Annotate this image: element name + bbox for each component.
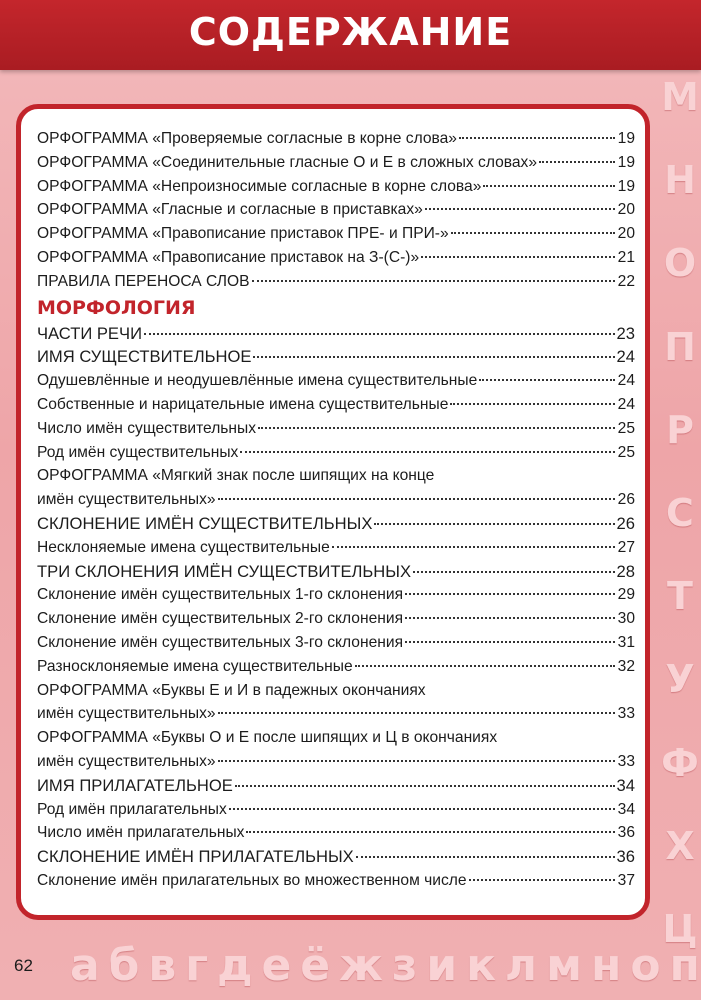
toc-entry[interactable] xyxy=(37,726,635,750)
toc-entry[interactable] xyxy=(37,821,635,845)
toc-entry[interactable] xyxy=(37,655,635,679)
side-letter: Р xyxy=(666,407,694,452)
toc-entry-title: ОРФОГРАММА «Проверяемые согласные в корне слова» xyxy=(37,130,457,147)
toc-entry[interactable] xyxy=(37,583,635,607)
toc-entry-title: ОРФОГРАММА «Соединительные гласные О и Е в сложных словах» xyxy=(37,153,538,171)
side-letter: О xyxy=(663,241,697,286)
toc-list xyxy=(37,127,635,893)
toc-entry-page: 31 xyxy=(617,633,635,651)
toc-entry-title: Склонение имён существительных 3-го склонения xyxy=(37,633,404,651)
toc-entry-page: 24 xyxy=(617,395,635,413)
toc-entry[interactable] xyxy=(37,393,635,417)
dot-leader xyxy=(356,856,615,858)
toc-entry[interactable] xyxy=(37,774,635,798)
toc-entry-title: Число имён существительных xyxy=(37,419,257,437)
toc-entry-page: 20 xyxy=(617,225,635,243)
dot-leader xyxy=(355,665,615,667)
toc-entry[interactable] xyxy=(37,270,635,294)
toc-entry-title: СКЛОНЕНИЕ ИМЁН ПРИЛАГАТЕЛЬНЫХ xyxy=(37,847,354,867)
toc-entry[interactable] xyxy=(37,441,635,465)
dot-leader xyxy=(405,593,615,595)
dot-leader xyxy=(218,712,615,714)
bottom-letter: в xyxy=(148,940,177,991)
dot-leader xyxy=(218,760,615,762)
bottom-letter: ж xyxy=(339,940,383,991)
toc-entry-page: 19 xyxy=(617,130,635,147)
toc-entry-title: Собственные и нарицательные имена существительные xyxy=(37,395,449,413)
dot-leader xyxy=(425,208,615,210)
header-bar xyxy=(0,0,701,70)
toc-entry[interactable] xyxy=(37,417,635,441)
toc-entry-title: ОРФОГРАММА «Гласные и согласные в приставках» xyxy=(37,201,423,219)
toc-entry-title: ОРФОГРАММА «Непроизносимые согласные в корне слова» xyxy=(37,177,482,195)
side-letter: М xyxy=(661,75,699,119)
dot-leader xyxy=(539,161,615,163)
page-number: 62 xyxy=(14,956,33,975)
bottom-alphabet-strip xyxy=(70,938,700,994)
toc-entry-page: 33 xyxy=(617,752,635,770)
toc-entry-page: 32 xyxy=(617,657,635,675)
toc-entry[interactable] xyxy=(37,536,635,560)
toc-entry[interactable] xyxy=(37,345,635,369)
toc-entry-page: 24 xyxy=(616,347,635,367)
dot-leader xyxy=(413,571,614,573)
dot-leader xyxy=(235,785,615,787)
toc-entry-page: 27 xyxy=(617,538,635,556)
toc-entry-page: 34 xyxy=(616,775,635,795)
toc-entry-title: Склонение имён прилагательных во множественном числе xyxy=(37,871,467,889)
bottom-letter: л xyxy=(504,940,538,991)
toc-entry-page: 29 xyxy=(617,586,635,604)
toc-entry[interactable] xyxy=(37,464,635,488)
toc-entry-title: Несклоняемые имена существительные xyxy=(37,538,330,556)
bottom-letter: м xyxy=(546,940,583,991)
toc-entry[interactable] xyxy=(37,798,635,822)
dot-leader xyxy=(450,403,615,405)
toc-entry-page: 25 xyxy=(617,419,635,437)
toc-entry-title: ТРИ СКЛОНЕНИЯ ИМЁН СУЩЕСТВИТЕЛЬНЫХ xyxy=(37,561,412,581)
dot-leader xyxy=(469,879,615,881)
bottom-letter: к xyxy=(466,940,496,991)
toc-entry-page: 22 xyxy=(617,272,635,290)
toc-entry[interactable] xyxy=(37,488,635,512)
table-of-contents-card xyxy=(16,104,650,920)
dot-leader xyxy=(240,451,615,453)
toc-entry-page: 34 xyxy=(617,800,635,818)
toc-entry[interactable] xyxy=(37,560,635,584)
toc-entry-page: 19 xyxy=(617,177,635,195)
toc-entry-title: Число имён прилагательных xyxy=(37,824,245,842)
side-letter: С xyxy=(666,490,694,535)
bottom-letter: о xyxy=(630,940,661,991)
bottom-letter: н xyxy=(591,940,622,991)
toc-entry[interactable] xyxy=(37,151,635,175)
bottom-letter: б xyxy=(108,940,140,991)
toc-entry-page: 25 xyxy=(617,443,635,461)
dot-leader xyxy=(332,546,615,548)
dot-leader xyxy=(421,256,615,258)
bottom-letter: и xyxy=(426,940,458,991)
dot-leader xyxy=(246,831,615,833)
dot-leader xyxy=(252,280,615,282)
dot-leader xyxy=(405,641,615,643)
toc-entry-page: 36 xyxy=(616,847,635,867)
side-letter: Н xyxy=(664,158,696,203)
dot-leader xyxy=(451,232,615,234)
toc-entry[interactable] xyxy=(37,127,635,151)
side-letter: У xyxy=(665,657,695,702)
toc-entry-page: 26 xyxy=(616,513,635,533)
toc-entry[interactable] xyxy=(37,369,635,393)
toc-entry-title: ИМЯ СУЩЕСТВИТЕЛЬНОЕ xyxy=(37,347,252,367)
toc-entry-title: ОРФОГРАММА «Правописание приставок на З-(С-)» xyxy=(37,248,420,266)
toc-entry-title: имён существительных» xyxy=(37,705,216,723)
dot-leader xyxy=(218,498,615,500)
toc-entry-page: 28 xyxy=(616,561,635,581)
toc-entry[interactable] xyxy=(37,222,635,246)
toc-entry-page: 26 xyxy=(617,491,635,509)
toc-entry-title: имён существительных» xyxy=(37,752,216,770)
side-letter: Х xyxy=(665,823,695,868)
dot-leader xyxy=(258,427,615,429)
toc-entry[interactable] xyxy=(37,175,635,199)
toc-entry-page: 23 xyxy=(616,323,635,343)
toc-entry-page: 30 xyxy=(617,610,635,628)
bottom-letter: д xyxy=(217,940,253,991)
dot-leader xyxy=(479,379,615,381)
bottom-letter: з xyxy=(391,940,418,991)
toc-entry-title: ОРФОГРАММА «Буквы Е и И в падежных окончаниях xyxy=(37,681,426,699)
toc-entry[interactable] xyxy=(37,246,635,270)
toc-entry[interactable] xyxy=(37,512,635,536)
toc-entry-page: 33 xyxy=(617,705,635,723)
dot-leader xyxy=(229,808,615,810)
toc-entry-page: 24 xyxy=(617,372,635,390)
page-title: СОДЕРЖАНИЕ xyxy=(188,10,513,54)
toc-entry-title: ЧАСТИ РЕЧИ xyxy=(37,323,142,343)
toc-entry[interactable] xyxy=(37,869,635,893)
toc-entry-title: ОРФОГРАММА «Правописание приставок ПРЕ- и ПРИ-» xyxy=(37,225,449,243)
toc-entry-title: Род имён существительных xyxy=(37,443,239,461)
toc-entry-title: Одушевлённые и неодушевлённые имена существительные xyxy=(37,372,478,390)
side-letter: Ф xyxy=(661,740,699,785)
toc-entry[interactable] xyxy=(37,198,635,222)
side-letter: П xyxy=(664,324,696,369)
toc-entry-title: имён существительных» xyxy=(37,491,216,509)
toc-entry[interactable] xyxy=(37,702,635,726)
bottom-letter: п xyxy=(669,940,700,991)
toc-entry-title: ОРФОГРАММА «Мягкий знак после шипящих на конце xyxy=(37,467,435,485)
toc-entry-title: Склонение имён существительных 2-го склонения xyxy=(37,610,404,628)
toc-entry[interactable] xyxy=(37,631,635,655)
dot-leader xyxy=(374,523,614,525)
toc-entry-page: 20 xyxy=(617,201,635,219)
toc-entry-title: ПРАВИЛА ПЕРЕНОСА СЛОВ xyxy=(37,272,250,290)
toc-entry[interactable] xyxy=(37,750,635,774)
toc-entry-page: 19 xyxy=(617,153,635,171)
bottom-letter: ё xyxy=(300,940,331,991)
toc-entry-title: СКЛОНЕНИЕ ИМЁН СУЩЕСТВИТЕЛЬНЫХ xyxy=(37,513,373,533)
dot-leader xyxy=(405,617,615,619)
toc-entry-page: 37 xyxy=(617,871,635,889)
side-letter: Т xyxy=(667,574,693,619)
toc-entry[interactable] xyxy=(37,607,635,631)
dot-leader xyxy=(144,333,615,335)
bottom-letter: г xyxy=(185,940,209,991)
toc-entry[interactable] xyxy=(37,845,635,869)
toc-entry-title: Склонение имён существительных 1-го склонения xyxy=(37,586,404,604)
bottom-letter: а xyxy=(70,940,100,991)
toc-entry-title: Род имён прилагательных xyxy=(37,800,227,818)
side-alphabet-strip xyxy=(659,75,701,951)
toc-entry-title: ОРФОГРАММА «Буквы О и Е после шипящих и Ц в окончаниях xyxy=(37,729,498,747)
dot-leader xyxy=(459,137,615,139)
bottom-letter: е xyxy=(261,940,292,991)
dot-leader xyxy=(253,356,614,358)
section-heading-morphology: МОРФОЛОГИЯ xyxy=(37,296,196,319)
dot-leader xyxy=(483,185,615,187)
toc-entry-title: ИМЯ ПРИЛАГАТЕЛЬНОЕ xyxy=(37,775,233,795)
toc-entry-title: Разносклоняемые имена существительные xyxy=(37,657,353,675)
toc-entry[interactable] xyxy=(37,679,635,703)
toc-entry-page: 21 xyxy=(617,248,635,266)
toc-entry-page: 36 xyxy=(617,824,635,842)
toc-entry[interactable] xyxy=(37,322,635,346)
side-letter: Ц xyxy=(662,906,698,951)
